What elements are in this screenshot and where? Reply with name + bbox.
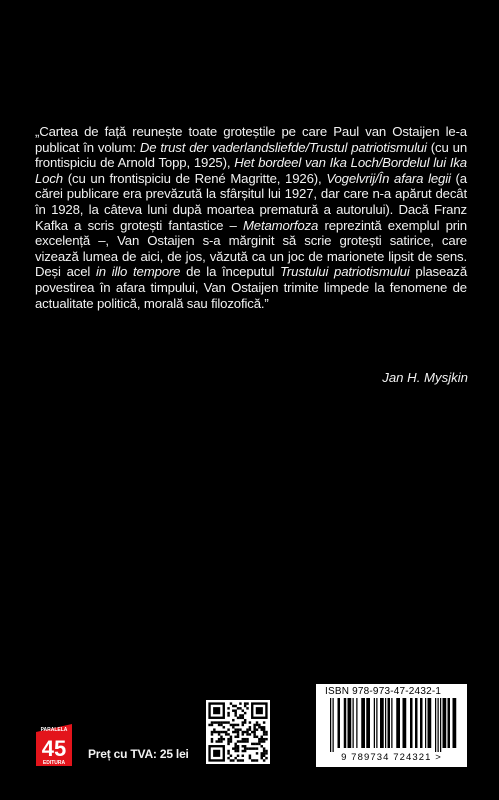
blurb-text: plasează povestirea în afara timpului, Van Ostaijen trimite limpede la fenomene de actualitate politică, morală sau filozofică.” xyxy=(35,264,468,311)
publisher-number: 45 xyxy=(41,736,67,761)
blurb-title-italic: Metamorfoza xyxy=(242,217,319,233)
blurb-title-italic: Vogelvrij/În afara legii xyxy=(326,170,451,186)
qr-code[interactable] xyxy=(206,700,270,764)
isbn-barcode-block xyxy=(316,684,467,767)
publisher-name-top: PARALELA xyxy=(40,727,68,733)
blurb-text: „Cartea de față reunește toate groteștile pe care Paul van Ostaijen le-a publicat în volum: xyxy=(35,124,467,155)
blurb-text: (cu un frontispiciu de Arnold Topp, 1925), xyxy=(35,139,467,171)
publisher-logo xyxy=(34,722,74,768)
blurb-text: reprezintă exemplul prin excelență –, Van Ostaijen s-a mărginit să scrie grotești satirice, care vizează lumea de aici, de jos, văzută ca un joc de marionete lipsit de sens. Deși acel xyxy=(35,217,467,280)
blurb-title-italic: De trust der vaderlandsliefde/Trustul patriotismului xyxy=(139,139,427,155)
blurb-text: (cu un frontispiciu de René Magritte, 1926), xyxy=(63,170,327,186)
back-cover-blurb xyxy=(35,124,467,311)
blurb-text: de la începutul xyxy=(180,264,280,280)
price-label: Preț cu TVA: 25 lei xyxy=(88,747,189,761)
publisher-name-bottom: EDITURA xyxy=(42,760,66,766)
blurb-attribution: Jan H. Mysjkin xyxy=(382,370,468,385)
isbn-digits: 9 789734 724321 > xyxy=(341,752,442,763)
qr-code-icon xyxy=(206,700,270,764)
blurb-text: (a cărei publicare era prevăzută la sfârșitul lui 1927, dar care n-a apărut decât în 1928, la câteva luni după moartea prematură a autorului). Dacă Franz Kafka a scris grotești fantastice – xyxy=(35,170,467,233)
blurb-title-italic: Trustului patriotismului xyxy=(280,264,410,280)
barcode-icon xyxy=(320,698,463,752)
blurb-title-italic: Het bordeel van Ika Loch/Bordelul lui Ika Loch xyxy=(35,155,467,186)
isbn-label: ISBN 978-973-47-2432-1 xyxy=(325,686,442,697)
blurb-title-italic: in illo tempore xyxy=(95,264,181,280)
